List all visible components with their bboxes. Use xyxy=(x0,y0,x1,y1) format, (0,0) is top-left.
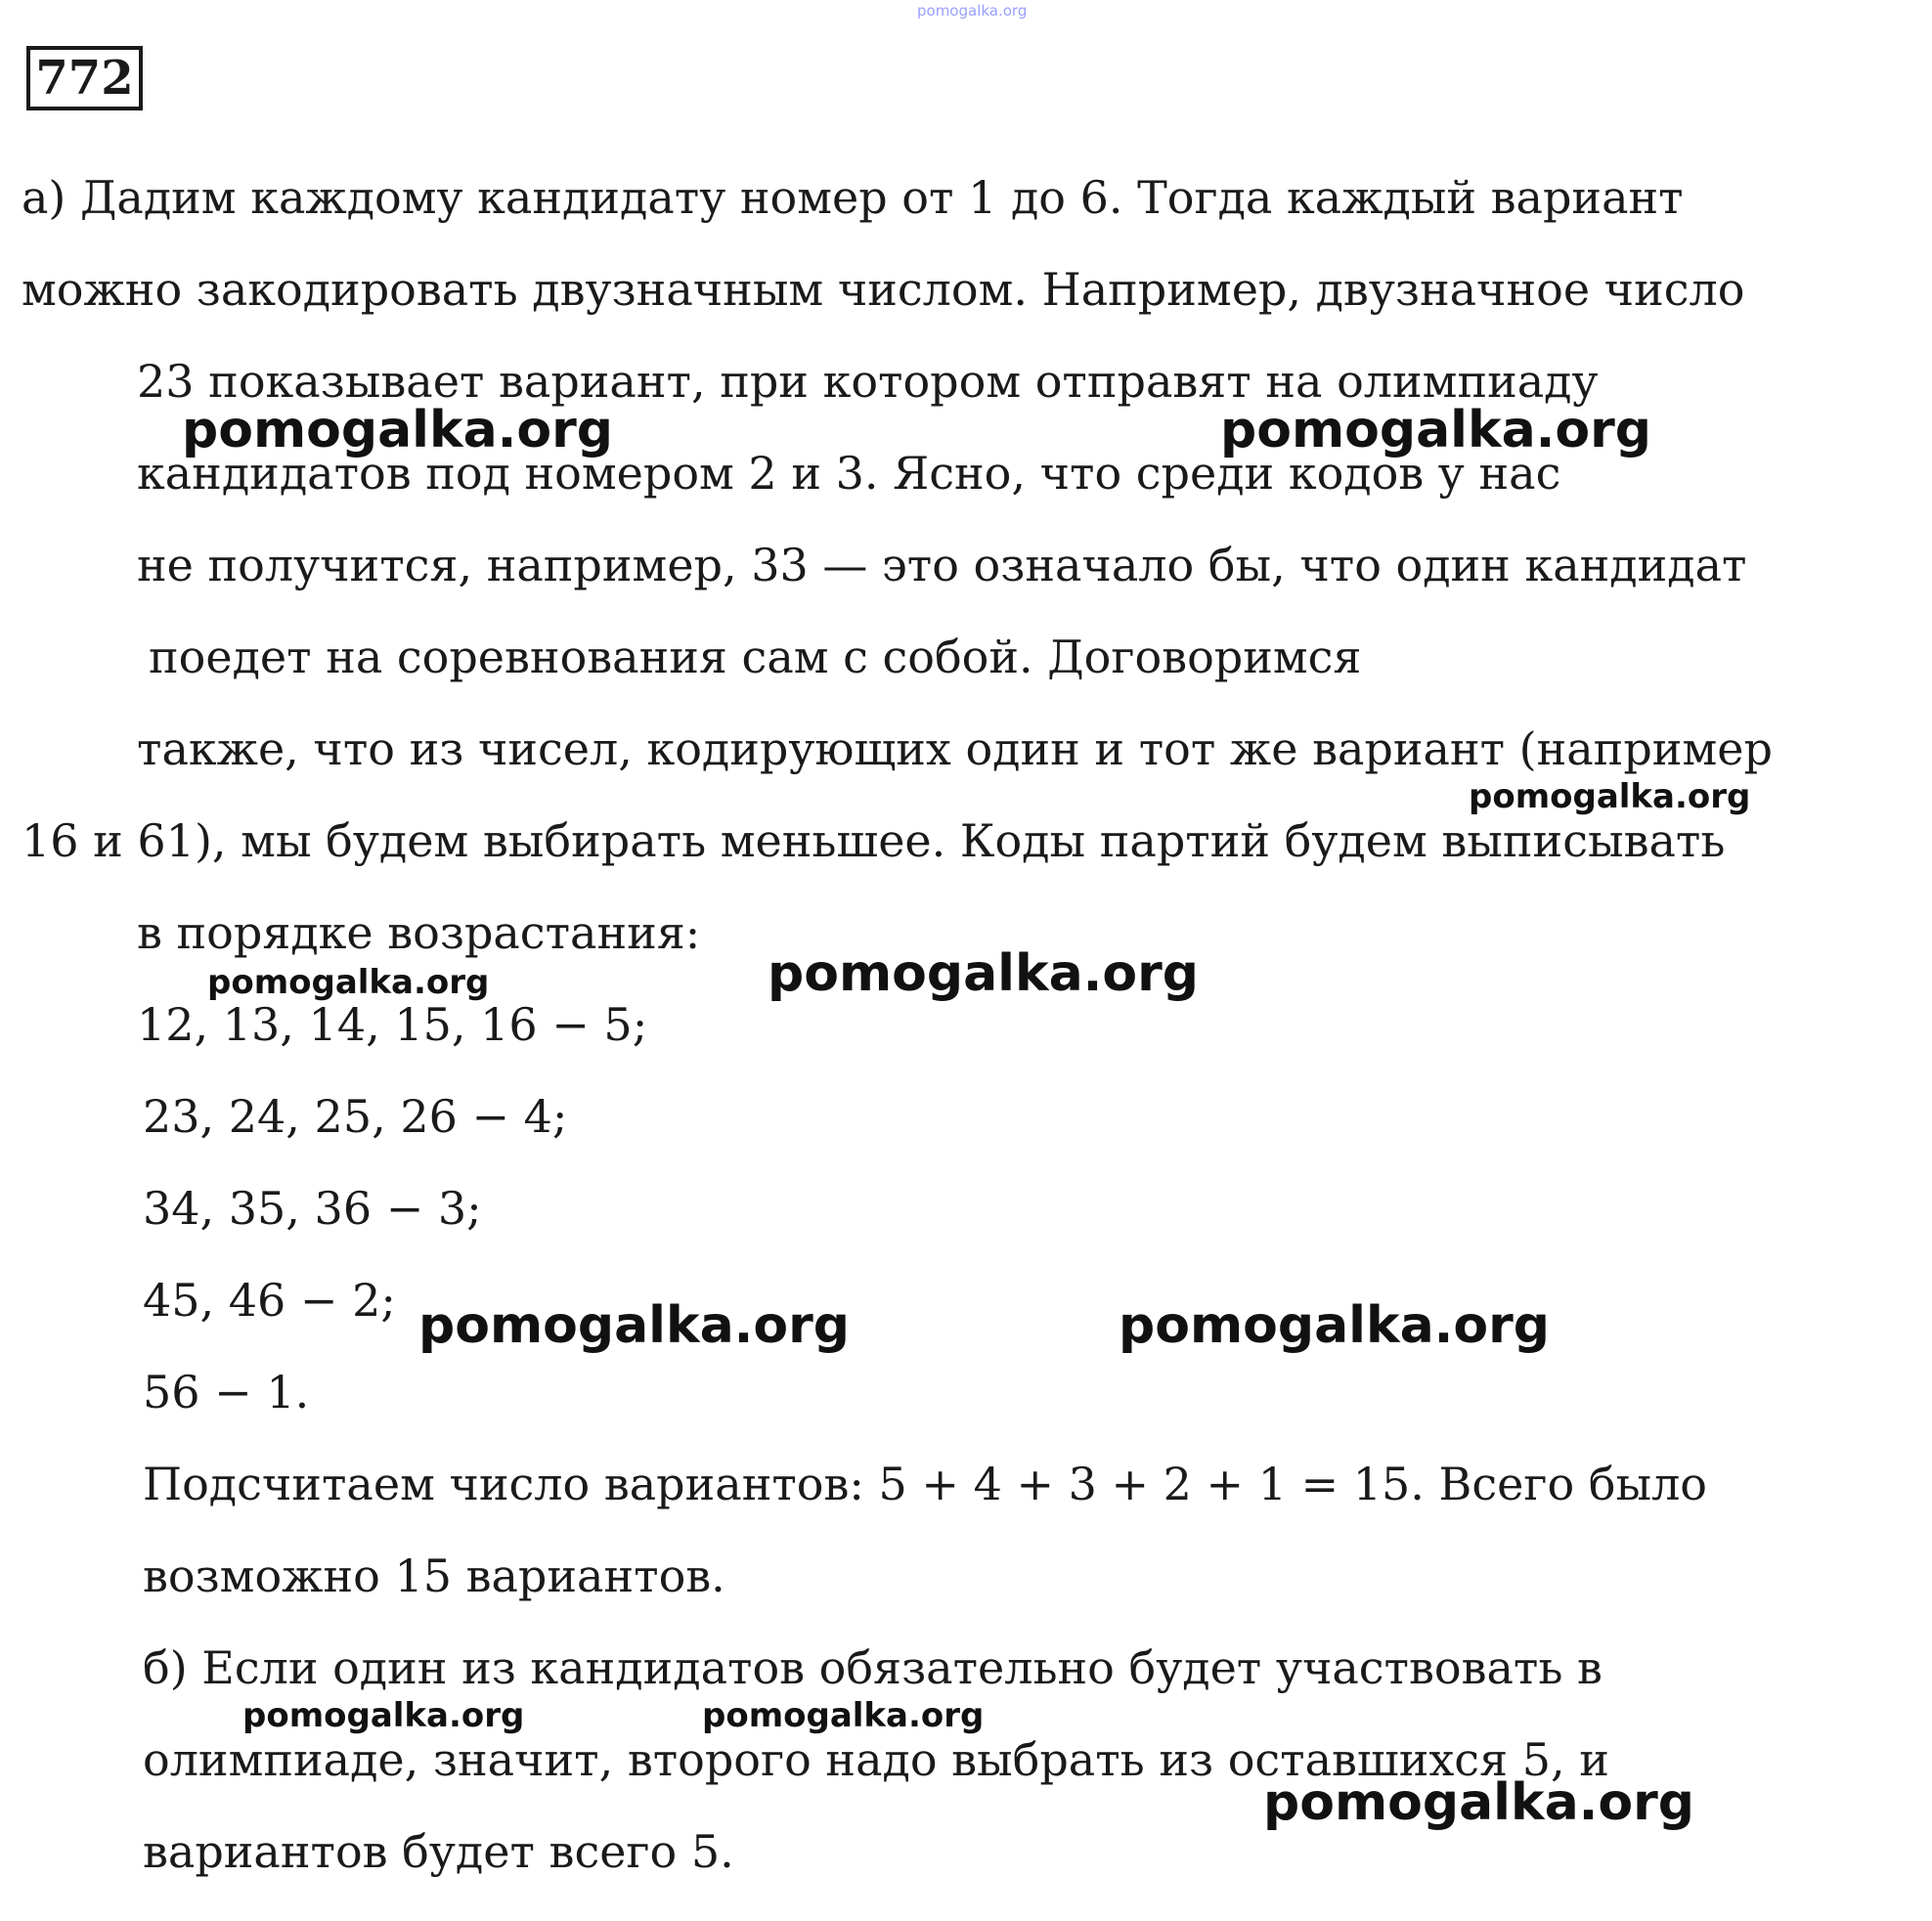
watermark: pomogalka.org xyxy=(1220,401,1652,459)
text-line: олимпиаде, значит, второго надо выбрать из оставшихся 5, и xyxy=(143,1733,1609,1786)
text-line: возможно 15 вариантов. xyxy=(143,1550,725,1602)
text-line: Подсчитаем число вариантов: 5 + 4 + 3 + 2 + 1 = 15. Всего было xyxy=(143,1458,1707,1510)
text-line: кандидатов под номером 2 и 3. Ясно, что среди кодов у нас xyxy=(137,447,1561,500)
text-line: вариантов будет всего 5. xyxy=(143,1825,734,1878)
text-line: 16 и 61), мы будем выбирать меньшее. Коды партий будем выписывать xyxy=(22,814,1726,867)
text-line: также, что из чисел, кодирующих один и тот же вариант (например xyxy=(137,722,1773,775)
text-line: поедет на соревнования сам с собой. Договоримся xyxy=(149,631,1362,683)
task-number: 772 xyxy=(26,46,143,110)
text-line: б) Если один из кандидатов обязательно будет участвовать в xyxy=(143,1641,1603,1694)
watermark: pomogalka.org xyxy=(418,1296,851,1355)
watermark: pomogalka.org xyxy=(768,944,1200,1003)
text-line: в порядке возрастания: xyxy=(137,906,701,959)
watermark: pomogalka.org xyxy=(702,1696,985,1735)
text-line: 56 − 1. xyxy=(143,1366,310,1419)
watermark: pomogalka.org xyxy=(1469,777,1751,816)
watermark: pomogalka.org xyxy=(1263,1773,1695,1832)
watermark: pomogalka.org xyxy=(1119,1296,1551,1355)
top-watermark: pomogalka.org xyxy=(917,2,1028,20)
text-line: 12, 13, 14, 15, 16 − 5; xyxy=(137,998,648,1051)
text-line: 45, 46 − 2; xyxy=(143,1274,396,1327)
text-line: 23 показывает вариант, при котором отправят на олимпиаду xyxy=(137,355,1599,408)
watermark: pomogalka.org xyxy=(242,1696,525,1735)
text-line: можно закодировать двузначным числом. Например, двузначное число xyxy=(22,263,1745,316)
text-line: не получится, например, 33 — это означало бы, что один кандидат xyxy=(137,539,1747,591)
text-line: 23, 24, 25, 26 − 4; xyxy=(143,1090,568,1143)
watermark: pomogalka.org xyxy=(207,963,490,1002)
text-line: 34, 35, 36 − 3; xyxy=(143,1182,482,1235)
text-line: а) Дадим каждому кандидату номер от 1 до 6. Тогда каждый вариант xyxy=(22,171,1684,224)
watermark: pomogalka.org xyxy=(182,401,614,459)
